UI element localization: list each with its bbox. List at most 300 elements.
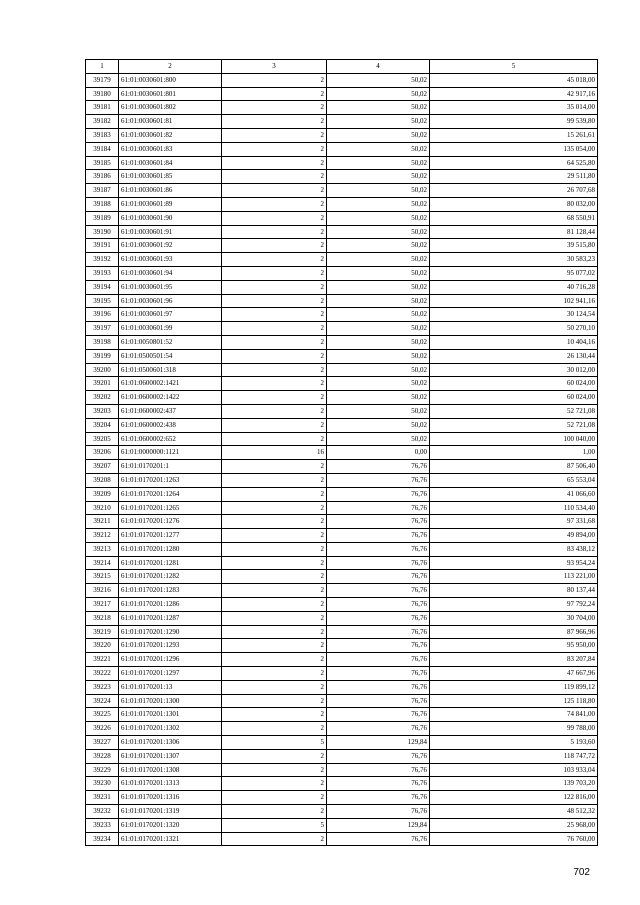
column-4-value: 76,76 <box>327 625 430 639</box>
column-5-value: 15 261,61 <box>430 128 598 142</box>
cadastral-number: 61:01:0170201:1 <box>119 460 222 474</box>
cadastral-number: 61:01:0170201:1286 <box>119 598 222 612</box>
column-5-value: 1,00 <box>430 446 598 460</box>
header-col-4: 4 <box>327 60 430 74</box>
cadastral-number: 61:01:0170201:1302 <box>119 722 222 736</box>
column-5-value: 60 024,00 <box>430 391 598 405</box>
row-number: 39232 <box>86 805 119 819</box>
column-3-value: 2 <box>222 349 327 363</box>
row-number: 39229 <box>86 763 119 777</box>
column-4-value: 76,76 <box>327 611 430 625</box>
column-5-value: 80 137,44 <box>430 584 598 598</box>
column-5-value: 93 954,24 <box>430 556 598 570</box>
row-number: 39183 <box>86 128 119 142</box>
column-3-value: 2 <box>222 418 327 432</box>
cadastral-number: 61:01:0170201:1287 <box>119 611 222 625</box>
table-row <box>86 377 598 391</box>
column-3-value: 2 <box>222 377 327 391</box>
column-4-value: 50,02 <box>327 308 430 322</box>
cadastral-number: 61:01:0030601:91 <box>119 225 222 239</box>
table-row <box>86 253 598 267</box>
cadastral-number: 61:01:0170201:1320 <box>119 818 222 832</box>
column-3-value: 2 <box>222 722 327 736</box>
row-number: 39230 <box>86 777 119 791</box>
cadastral-number: 61:01:0500601:318 <box>119 363 222 377</box>
column-4-value: 76,76 <box>327 653 430 667</box>
row-number: 39222 <box>86 667 119 681</box>
column-3-value: 2 <box>222 239 327 253</box>
column-3-value: 2 <box>222 694 327 708</box>
table-row <box>86 570 598 584</box>
table-row <box>86 73 598 87</box>
table-row <box>86 818 598 832</box>
column-5-value: 47 667,96 <box>430 667 598 681</box>
table-row <box>86 680 598 694</box>
column-4-value: 76,76 <box>327 639 430 653</box>
cadastral-number: 61:01:0030601:89 <box>119 197 222 211</box>
column-5-value: 74 841,00 <box>430 708 598 722</box>
column-5-value: 39 515,80 <box>430 239 598 253</box>
column-5-value: 10 404,16 <box>430 335 598 349</box>
table-row <box>86 722 598 736</box>
row-number: 39218 <box>86 611 119 625</box>
cadastral-number: 61:01:0030601:84 <box>119 156 222 170</box>
table-row <box>86 128 598 142</box>
column-4-value: 129,84 <box>327 818 430 832</box>
cadastral-number: 61:01:0030601:81 <box>119 115 222 129</box>
column-5-value: 81 128,44 <box>430 225 598 239</box>
table-row <box>86 404 598 418</box>
column-4-value: 129,84 <box>327 736 430 750</box>
column-3-value: 2 <box>222 611 327 625</box>
cadastral-number: 61:01:0170201:1321 <box>119 832 222 846</box>
column-4-value: 50,02 <box>327 418 430 432</box>
column-4-value: 76,76 <box>327 473 430 487</box>
cadastral-number: 61:01:0170201:1316 <box>119 791 222 805</box>
column-3-value: 16 <box>222 446 327 460</box>
table-row <box>86 611 598 625</box>
row-number: 39208 <box>86 473 119 487</box>
column-4-value: 76,76 <box>327 515 430 529</box>
column-4-value: 50,02 <box>327 377 430 391</box>
column-4-value: 76,76 <box>327 487 430 501</box>
column-3-value: 2 <box>222 308 327 322</box>
column-3-value: 2 <box>222 805 327 819</box>
column-5-value: 119 899,12 <box>430 680 598 694</box>
column-3-value: 2 <box>222 432 327 446</box>
column-5-value: 5 193,60 <box>430 736 598 750</box>
table-row <box>86 197 598 211</box>
cadastral-number: 61:01:0030601:83 <box>119 142 222 156</box>
row-number: 39213 <box>86 542 119 556</box>
cadastral-number: 61:01:0030601:92 <box>119 239 222 253</box>
column-3-value: 2 <box>222 322 327 336</box>
column-5-value: 113 221,00 <box>430 570 598 584</box>
column-4-value: 76,76 <box>327 667 430 681</box>
column-4-value: 50,02 <box>327 128 430 142</box>
registry-table <box>85 59 598 846</box>
column-3-value: 5 <box>222 818 327 832</box>
column-4-value: 50,02 <box>327 266 430 280</box>
column-4-value: 76,76 <box>327 529 430 543</box>
table-row <box>86 239 598 253</box>
column-5-value: 30 704,00 <box>430 611 598 625</box>
row-number: 39220 <box>86 639 119 653</box>
column-5-value: 68 550,91 <box>430 211 598 225</box>
cadastral-number: 61:01:0030601:94 <box>119 266 222 280</box>
row-number: 39185 <box>86 156 119 170</box>
column-3-value: 2 <box>222 225 327 239</box>
column-5-value: 102 941,16 <box>430 294 598 308</box>
cadastral-number: 61:01:0170201:1319 <box>119 805 222 819</box>
column-3-value: 2 <box>222 653 327 667</box>
table-row <box>86 170 598 184</box>
row-number: 39179 <box>86 73 119 87</box>
column-4-value: 50,02 <box>327 432 430 446</box>
row-number: 39214 <box>86 556 119 570</box>
table-row <box>86 653 598 667</box>
row-number: 39206 <box>86 446 119 460</box>
row-number: 39194 <box>86 280 119 294</box>
column-5-value: 99 788,00 <box>430 722 598 736</box>
row-number: 39219 <box>86 625 119 639</box>
cadastral-number: 61:01:0170201:1281 <box>119 556 222 570</box>
column-4-value: 50,02 <box>327 184 430 198</box>
column-3-value: 2 <box>222 749 327 763</box>
column-4-value: 0,00 <box>327 446 430 460</box>
column-3-value: 2 <box>222 598 327 612</box>
row-number: 39201 <box>86 377 119 391</box>
cadastral-number: 61:01:0170201:1282 <box>119 570 222 584</box>
row-number: 39207 <box>86 460 119 474</box>
column-5-value: 135 054,00 <box>430 142 598 156</box>
cadastral-number: 61:01:0170201:1283 <box>119 584 222 598</box>
cadastral-number: 61:01:0170201:1293 <box>119 639 222 653</box>
table-row <box>86 101 598 115</box>
column-5-value: 97 331,68 <box>430 515 598 529</box>
column-5-value: 60 024,00 <box>430 377 598 391</box>
table-row <box>86 460 598 474</box>
cadastral-number: 61:01:0030601:82 <box>119 128 222 142</box>
column-5-value: 76 760,00 <box>430 832 598 846</box>
column-5-value: 87 506,40 <box>430 460 598 474</box>
column-4-value: 76,76 <box>327 460 430 474</box>
row-number: 39203 <box>86 404 119 418</box>
row-number: 39180 <box>86 87 119 101</box>
column-3-value: 2 <box>222 832 327 846</box>
row-number: 39182 <box>86 115 119 129</box>
table-row <box>86 556 598 570</box>
column-5-value: 29 511,80 <box>430 170 598 184</box>
column-3-value: 2 <box>222 73 327 87</box>
column-5-value: 35 014,00 <box>430 101 598 115</box>
column-5-value: 41 066,60 <box>430 487 598 501</box>
table-row <box>86 294 598 308</box>
column-3-value: 2 <box>222 87 327 101</box>
column-5-value: 95 950,00 <box>430 639 598 653</box>
column-3-value: 2 <box>222 584 327 598</box>
column-5-value: 110 534,40 <box>430 501 598 515</box>
column-5-value: 97 792,24 <box>430 598 598 612</box>
column-3-value: 2 <box>222 473 327 487</box>
column-5-value: 80 032,00 <box>430 197 598 211</box>
column-5-value: 95 077,02 <box>430 266 598 280</box>
table-row <box>86 308 598 322</box>
row-number: 39231 <box>86 791 119 805</box>
cadastral-number: 61:01:0050801:52 <box>119 335 222 349</box>
column-3-value: 2 <box>222 170 327 184</box>
table-row <box>86 515 598 529</box>
cadastral-number: 61:01:0170201:1313 <box>119 777 222 791</box>
column-4-value: 50,02 <box>327 349 430 363</box>
column-4-value: 76,76 <box>327 694 430 708</box>
cadastral-number: 61:01:0030601:95 <box>119 280 222 294</box>
table-row <box>86 694 598 708</box>
table-row <box>86 280 598 294</box>
row-number: 39199 <box>86 349 119 363</box>
column-4-value: 50,02 <box>327 142 430 156</box>
column-3-value: 2 <box>222 625 327 639</box>
cadastral-number: 61:01:0170201:1280 <box>119 542 222 556</box>
column-4-value: 50,02 <box>327 101 430 115</box>
column-3-value: 2 <box>222 515 327 529</box>
column-3-value: 2 <box>222 639 327 653</box>
table-row <box>86 473 598 487</box>
column-4-value: 50,02 <box>327 322 430 336</box>
cadastral-number: 61:01:0600002:652 <box>119 432 222 446</box>
cadastral-number: 61:01:0030601:97 <box>119 308 222 322</box>
table-row <box>86 529 598 543</box>
row-number: 39226 <box>86 722 119 736</box>
cadastral-number: 61:01:0170201:1308 <box>119 763 222 777</box>
column-4-value: 76,76 <box>327 763 430 777</box>
column-4-value: 76,76 <box>327 584 430 598</box>
header-col-1: 1 <box>86 60 119 74</box>
table-row <box>86 363 598 377</box>
column-5-value: 42 917,16 <box>430 87 598 101</box>
cadastral-number: 61:01:0170201:1277 <box>119 529 222 543</box>
cadastral-number: 61:01:0030601:85 <box>119 170 222 184</box>
column-3-value: 2 <box>222 101 327 115</box>
column-5-value: 26 707,68 <box>430 184 598 198</box>
column-5-value: 125 118,80 <box>430 694 598 708</box>
table-row <box>86 749 598 763</box>
table-row <box>86 501 598 515</box>
table-row <box>86 432 598 446</box>
table-header <box>86 60 598 74</box>
table-row <box>86 266 598 280</box>
row-number: 39205 <box>86 432 119 446</box>
row-number: 39202 <box>86 391 119 405</box>
column-4-value: 50,02 <box>327 294 430 308</box>
header-col-5: 5 <box>430 60 598 74</box>
column-3-value: 2 <box>222 542 327 556</box>
cadastral-number: 61:01:0030601:90 <box>119 211 222 225</box>
column-5-value: 48 512,32 <box>430 805 598 819</box>
row-number: 39200 <box>86 363 119 377</box>
column-4-value: 50,02 <box>327 197 430 211</box>
row-number: 39216 <box>86 584 119 598</box>
row-number: 39189 <box>86 211 119 225</box>
row-number: 39191 <box>86 239 119 253</box>
column-5-value: 100 040,00 <box>430 432 598 446</box>
column-5-value: 65 553,04 <box>430 473 598 487</box>
table-row <box>86 391 598 405</box>
table-row <box>86 667 598 681</box>
cadastral-number: 61:01:0170201:1296 <box>119 653 222 667</box>
column-4-value: 76,76 <box>327 680 430 694</box>
row-number: 39184 <box>86 142 119 156</box>
column-5-value: 99 539,80 <box>430 115 598 129</box>
column-4-value: 50,02 <box>327 225 430 239</box>
row-number: 39187 <box>86 184 119 198</box>
column-5-value: 83 207,84 <box>430 653 598 667</box>
column-3-value: 2 <box>222 460 327 474</box>
cadastral-number: 61:01:0170201:1297 <box>119 667 222 681</box>
cadastral-number: 61:01:0600002:437 <box>119 404 222 418</box>
column-3-value: 2 <box>222 115 327 129</box>
column-3-value: 2 <box>222 142 327 156</box>
table-row <box>86 805 598 819</box>
column-4-value: 76,76 <box>327 708 430 722</box>
table-row <box>86 335 598 349</box>
row-number: 39188 <box>86 197 119 211</box>
column-4-value: 76,76 <box>327 598 430 612</box>
column-3-value: 2 <box>222 777 327 791</box>
column-4-value: 76,76 <box>327 777 430 791</box>
column-4-value: 76,76 <box>327 501 430 515</box>
column-5-value: 25 968,00 <box>430 818 598 832</box>
row-number: 39198 <box>86 335 119 349</box>
column-4-value: 76,76 <box>327 791 430 805</box>
column-4-value: 50,02 <box>327 363 430 377</box>
table-row <box>86 763 598 777</box>
column-5-value: 45 018,00 <box>430 73 598 87</box>
column-3-value: 2 <box>222 680 327 694</box>
column-4-value: 50,02 <box>327 391 430 405</box>
column-4-value: 50,02 <box>327 73 430 87</box>
table-row <box>86 584 598 598</box>
table-row <box>86 708 598 722</box>
column-3-value: 2 <box>222 487 327 501</box>
row-number: 39234 <box>86 832 119 846</box>
column-3-value: 2 <box>222 211 327 225</box>
column-3-value: 2 <box>222 391 327 405</box>
cadastral-number: 61:01:0030601:800 <box>119 73 222 87</box>
cadastral-number: 61:01:0170201:1276 <box>119 515 222 529</box>
header-row <box>86 60 598 74</box>
column-4-value: 50,02 <box>327 280 430 294</box>
column-3-value: 2 <box>222 335 327 349</box>
row-number: 39181 <box>86 101 119 115</box>
table-row <box>86 625 598 639</box>
column-5-value: 64 525,80 <box>430 156 598 170</box>
column-4-value: 50,02 <box>327 253 430 267</box>
column-3-value: 2 <box>222 156 327 170</box>
column-5-value: 122 816,00 <box>430 791 598 805</box>
cadastral-number: 61:01:0030601:86 <box>119 184 222 198</box>
column-4-value: 50,02 <box>327 335 430 349</box>
cadastral-number: 61:01:0170201:1300 <box>119 694 222 708</box>
table-row <box>86 832 598 846</box>
column-4-value: 76,76 <box>327 805 430 819</box>
row-number: 39223 <box>86 680 119 694</box>
column-4-value: 50,02 <box>327 87 430 101</box>
column-5-value: 30 012,00 <box>430 363 598 377</box>
column-4-value: 76,76 <box>327 722 430 736</box>
column-3-value: 2 <box>222 294 327 308</box>
table-row <box>86 115 598 129</box>
row-number: 39186 <box>86 170 119 184</box>
column-3-value: 2 <box>222 667 327 681</box>
header-col-2: 2 <box>119 60 222 74</box>
column-5-value: 52 721,08 <box>430 418 598 432</box>
column-5-value: 30 124,54 <box>430 308 598 322</box>
column-4-value: 76,76 <box>327 832 430 846</box>
table-row <box>86 446 598 460</box>
cadastral-number: 61:01:0170201:1290 <box>119 625 222 639</box>
table-row <box>86 349 598 363</box>
table-row <box>86 487 598 501</box>
column-3-value: 2 <box>222 266 327 280</box>
column-5-value: 118 747,72 <box>430 749 598 763</box>
cadastral-number: 61:01:0170201:1264 <box>119 487 222 501</box>
column-3-value: 2 <box>222 556 327 570</box>
row-number: 39221 <box>86 653 119 667</box>
row-number: 39212 <box>86 529 119 543</box>
column-5-value: 83 438,12 <box>430 542 598 556</box>
row-number: 39215 <box>86 570 119 584</box>
row-number: 39196 <box>86 308 119 322</box>
cadastral-number: 61:01:0500501:54 <box>119 349 222 363</box>
row-number: 39224 <box>86 694 119 708</box>
column-5-value: 52 721,08 <box>430 404 598 418</box>
row-number: 39190 <box>86 225 119 239</box>
column-4-value: 50,02 <box>327 404 430 418</box>
column-5-value: 50 270,10 <box>430 322 598 336</box>
cadastral-number: 61:01:0600002:438 <box>119 418 222 432</box>
cadastral-number: 61:01:0030601:96 <box>119 294 222 308</box>
column-4-value: 76,76 <box>327 749 430 763</box>
cadastral-number: 61:01:0030601:801 <box>119 87 222 101</box>
column-5-value: 87 966,96 <box>430 625 598 639</box>
row-number: 39228 <box>86 749 119 763</box>
table-row <box>86 322 598 336</box>
column-5-value: 30 583,23 <box>430 253 598 267</box>
column-5-value: 139 703,20 <box>430 777 598 791</box>
table-row <box>86 87 598 101</box>
column-5-value: 49 894,00 <box>430 529 598 543</box>
cadastral-number: 61:01:0600002:1422 <box>119 391 222 405</box>
cadastral-number: 61:01:0170201:1263 <box>119 473 222 487</box>
table-body <box>86 73 598 846</box>
table-row <box>86 225 598 239</box>
column-3-value: 2 <box>222 570 327 584</box>
row-number: 39227 <box>86 736 119 750</box>
column-3-value: 2 <box>222 404 327 418</box>
row-number: 39204 <box>86 418 119 432</box>
column-4-value: 50,02 <box>327 115 430 129</box>
table-row <box>86 142 598 156</box>
column-4-value: 50,02 <box>327 239 430 253</box>
row-number: 39211 <box>86 515 119 529</box>
cadastral-number: 61:01:0030601:802 <box>119 101 222 115</box>
column-5-value: 26 130,44 <box>430 349 598 363</box>
column-5-value: 40 716,28 <box>430 280 598 294</box>
table-row <box>86 211 598 225</box>
column-4-value: 50,02 <box>327 211 430 225</box>
column-4-value: 50,02 <box>327 156 430 170</box>
